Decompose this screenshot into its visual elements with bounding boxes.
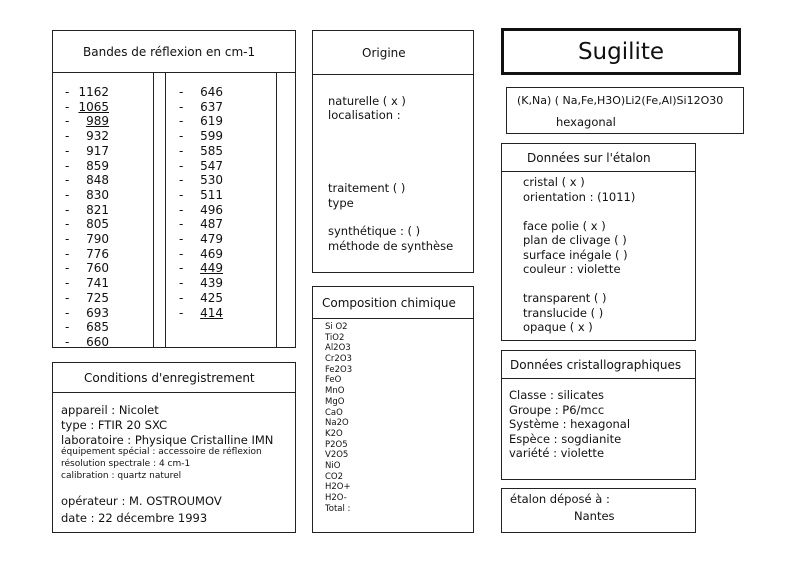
band-value: 414	[200, 305, 223, 320]
reflection-band-row	[179, 276, 269, 291]
band-value: 760	[86, 261, 109, 276]
etalon-header	[502, 144, 695, 172]
reflection-band-row	[179, 203, 269, 218]
cristallo-list	[509, 388, 630, 461]
band-dash: -	[65, 99, 70, 114]
band-value: 469	[200, 246, 223, 261]
band-value: 1065	[78, 99, 109, 114]
reflection-band-row	[65, 261, 155, 276]
composition-item: CO2	[325, 471, 344, 482]
band-value: 660	[86, 334, 109, 349]
composition-title: Composition chimique	[322, 295, 456, 310]
reflection-band-row	[179, 85, 269, 100]
band-dash: -	[179, 99, 184, 114]
reflection-band-row	[179, 144, 269, 159]
cristallo-title: Données cristallographiques	[510, 357, 682, 372]
composition-item: MgO	[325, 396, 345, 407]
band-dash: -	[179, 129, 184, 144]
reflection-band-row	[65, 320, 155, 335]
band-dash: -	[179, 232, 184, 246]
band-value: 848	[86, 173, 109, 188]
reflection-band-row	[65, 100, 155, 115]
reflection-band-row	[65, 306, 155, 321]
chemical-formula: (K,Na) ( Na,Fe,H3O)Li2(Fe,Al)Si12O30	[517, 94, 724, 107]
reflection-band-row	[65, 114, 155, 129]
composition-panel	[312, 286, 474, 533]
composition-item: H2O-	[325, 493, 347, 503]
composition-item: FeO	[325, 375, 342, 386]
etalon-line: opaque ( x )	[523, 320, 593, 334]
reflection-band-row	[179, 100, 269, 115]
band-value: 917	[86, 143, 109, 158]
reflection-band-row	[179, 114, 269, 129]
band-dash: -	[179, 290, 184, 305]
methode-line: méthode de synthèse	[328, 239, 454, 253]
composition-item: Total :	[325, 503, 351, 514]
reflection-band-row	[65, 217, 155, 232]
composition-item: CaO	[325, 407, 343, 418]
band-dash: -	[179, 305, 184, 320]
laboratoire-line: laboratoire : Physique Cristalline IMN	[61, 433, 274, 447]
band-dash: -	[65, 261, 70, 276]
composition-item: MnO	[325, 386, 345, 397]
band-dash: -	[65, 143, 70, 158]
band-dash: -	[65, 85, 70, 99]
band-dash: -	[179, 143, 184, 158]
traitement-line: traitement ( )	[328, 181, 406, 195]
etalon-panel	[501, 143, 696, 341]
cristallo-panel	[501, 350, 696, 480]
band-dash: -	[65, 290, 70, 305]
band-dash: -	[179, 261, 184, 276]
reflection-band-row	[179, 129, 269, 144]
depot-panel	[501, 488, 696, 533]
band-dash: -	[65, 232, 70, 246]
cristallo-line: Espèce : sogdianite	[509, 431, 622, 446]
composition-item: V2O5	[325, 450, 349, 461]
band-dash: -	[179, 246, 184, 261]
band-value: 449	[200, 261, 223, 276]
date-line: date : 22 décembre 1993	[61, 511, 208, 525]
cristallo-line: Groupe : P6/mcc	[509, 402, 605, 417]
etalon-line: cristal ( x )	[523, 175, 585, 189]
band-value: 805	[86, 217, 109, 232]
origine-title: Origine	[362, 45, 406, 60]
mineral-name: Sugilite	[577, 39, 665, 65]
band-dash: -	[179, 114, 184, 129]
band-dash: -	[65, 187, 70, 202]
reflection-band-row	[179, 173, 269, 188]
etalon-title: Données sur l'étalon	[527, 150, 651, 165]
operateur-line: opérateur : M. OSTROUMOV	[61, 494, 222, 508]
composition-list	[325, 322, 352, 514]
etalon-line: orientation : (1011)	[523, 189, 636, 204]
band-value: 487	[200, 217, 223, 232]
band-value: 646	[200, 85, 223, 99]
conditions-title: Conditions d'enregistrement	[84, 370, 255, 385]
etalon-line: face polie ( x )	[523, 218, 606, 233]
band-dash: -	[65, 129, 70, 144]
naturelle-line: naturelle ( x )	[328, 94, 406, 108]
band-dash: -	[179, 276, 184, 291]
reflection-band-row	[65, 291, 155, 306]
composition-item: H2O+	[325, 482, 351, 493]
band-value: 1162	[78, 85, 109, 99]
reflection-bands-panel	[52, 30, 296, 348]
composition-item: TiO2	[325, 332, 345, 343]
reflection-band-row	[65, 276, 155, 291]
etalon-line: plan de clivage ( )	[523, 233, 627, 247]
composition-item: Si O2	[325, 322, 348, 332]
band-dash: -	[179, 85, 184, 99]
resolution-line: résolution spectrale : 4 cm-1	[61, 459, 191, 469]
reflection-band-row	[179, 232, 269, 247]
origine-header	[313, 31, 473, 75]
title-box	[501, 28, 741, 75]
appareil-line: appareil : Nicolet	[61, 403, 159, 417]
etalon-line: couleur : violette	[523, 262, 621, 276]
cristallo-header	[502, 351, 695, 379]
composition-header	[313, 287, 473, 319]
etalon-line: transparent ( )	[523, 291, 607, 305]
reflection-band-row	[65, 129, 155, 144]
reflection-band-row	[65, 188, 155, 203]
band-value: 511	[200, 187, 223, 202]
band-dash: -	[65, 202, 70, 217]
type-line: type : FTIR 20 SXC	[61, 418, 168, 432]
reflection-band-row	[179, 217, 269, 232]
band-value: 479	[200, 232, 223, 246]
band-value: 585	[200, 143, 223, 158]
band-value: 989	[86, 114, 109, 129]
reflection-band-row	[179, 291, 269, 306]
cristallo-line: Classe : silicates	[509, 388, 605, 402]
reflection-band-row	[179, 261, 269, 276]
reflection-header	[53, 31, 295, 73]
band-value: 741	[86, 276, 109, 291]
composition-item: Al2O3	[325, 343, 351, 354]
composition-item: Cr2O3	[325, 354, 352, 365]
crystal-system: hexagonal	[556, 115, 616, 129]
reflection-band-row	[65, 232, 155, 247]
band-value: 693	[86, 305, 109, 320]
band-value: 547	[200, 158, 223, 173]
composition-item: NiO	[325, 460, 341, 471]
band-value: 496	[200, 202, 223, 217]
etalon-line: surface inégale ( )	[523, 247, 628, 262]
reflection-band-row	[179, 188, 269, 203]
column-divider	[165, 73, 166, 347]
band-dash: -	[65, 246, 70, 261]
composition-item: P2O5	[325, 439, 348, 450]
depot-place: Nantes	[574, 509, 615, 523]
band-dash: -	[65, 173, 70, 188]
reflection-band-row	[65, 173, 155, 188]
depot-label: étalon déposé à :	[510, 492, 610, 506]
column-divider	[276, 73, 277, 347]
band-value: 599	[200, 129, 223, 144]
band-value: 790	[86, 232, 109, 246]
band-dash: -	[65, 158, 70, 173]
conditions-header	[53, 363, 295, 393]
band-dash: -	[65, 114, 70, 129]
band-value: 637	[200, 99, 223, 114]
reflection-band-row	[179, 159, 269, 174]
formula-box	[506, 87, 744, 134]
band-dash: -	[65, 276, 70, 291]
band-dash: -	[179, 158, 184, 173]
reflection-band-row	[65, 159, 155, 174]
band-value: 685	[86, 320, 109, 335]
band-value: 830	[86, 187, 109, 202]
reflection-band-row	[65, 85, 155, 100]
band-dash: -	[65, 334, 70, 349]
reflection-band-row	[65, 144, 155, 159]
band-value: 619	[200, 114, 223, 129]
cristallo-line: Système : hexagonal	[509, 417, 631, 431]
composition-item: K2O	[325, 428, 343, 439]
band-dash: -	[179, 187, 184, 202]
band-value: 932	[86, 129, 109, 144]
reflection-title: Bandes de réflexion en cm-1	[83, 44, 256, 59]
origine-panel	[312, 30, 474, 273]
synthetique-line: synthétique : ( )	[328, 224, 421, 238]
calibration-line: calibration : quartz naturel	[61, 471, 182, 481]
band-value: 776	[86, 246, 109, 261]
etalon-line	[523, 277, 635, 292]
band-value: 530	[200, 173, 223, 188]
etalon-list	[523, 175, 635, 335]
equipement-line: équipement spécial : accessoire de réflexion	[61, 447, 262, 457]
reflection-band-row	[179, 306, 269, 321]
reflection-band-row	[65, 203, 155, 218]
band-value: 425	[200, 290, 223, 305]
band-dash: -	[179, 202, 184, 217]
reflection-band-row	[179, 247, 269, 262]
band-value: 821	[86, 202, 109, 217]
localisation-line: localisation :	[328, 108, 401, 122]
band-value: 439	[200, 276, 223, 291]
band-dash: -	[65, 320, 70, 335]
reflection-band-row	[65, 335, 155, 350]
band-dash: -	[179, 217, 184, 232]
band-dash: -	[179, 173, 184, 188]
conditions-panel	[52, 362, 296, 533]
type-line: type	[328, 196, 354, 210]
composition-item: Na2O	[325, 418, 349, 429]
etalon-line: translucide ( )	[523, 305, 604, 320]
reflection-band-row	[65, 247, 155, 262]
cristallo-line: variété : violette	[509, 446, 605, 460]
band-dash: -	[65, 305, 70, 320]
band-value: 859	[86, 158, 109, 173]
band-value: 725	[86, 290, 109, 305]
etalon-line	[523, 204, 635, 219]
band-dash: -	[65, 217, 70, 232]
composition-item: Fe2O3	[325, 364, 353, 375]
